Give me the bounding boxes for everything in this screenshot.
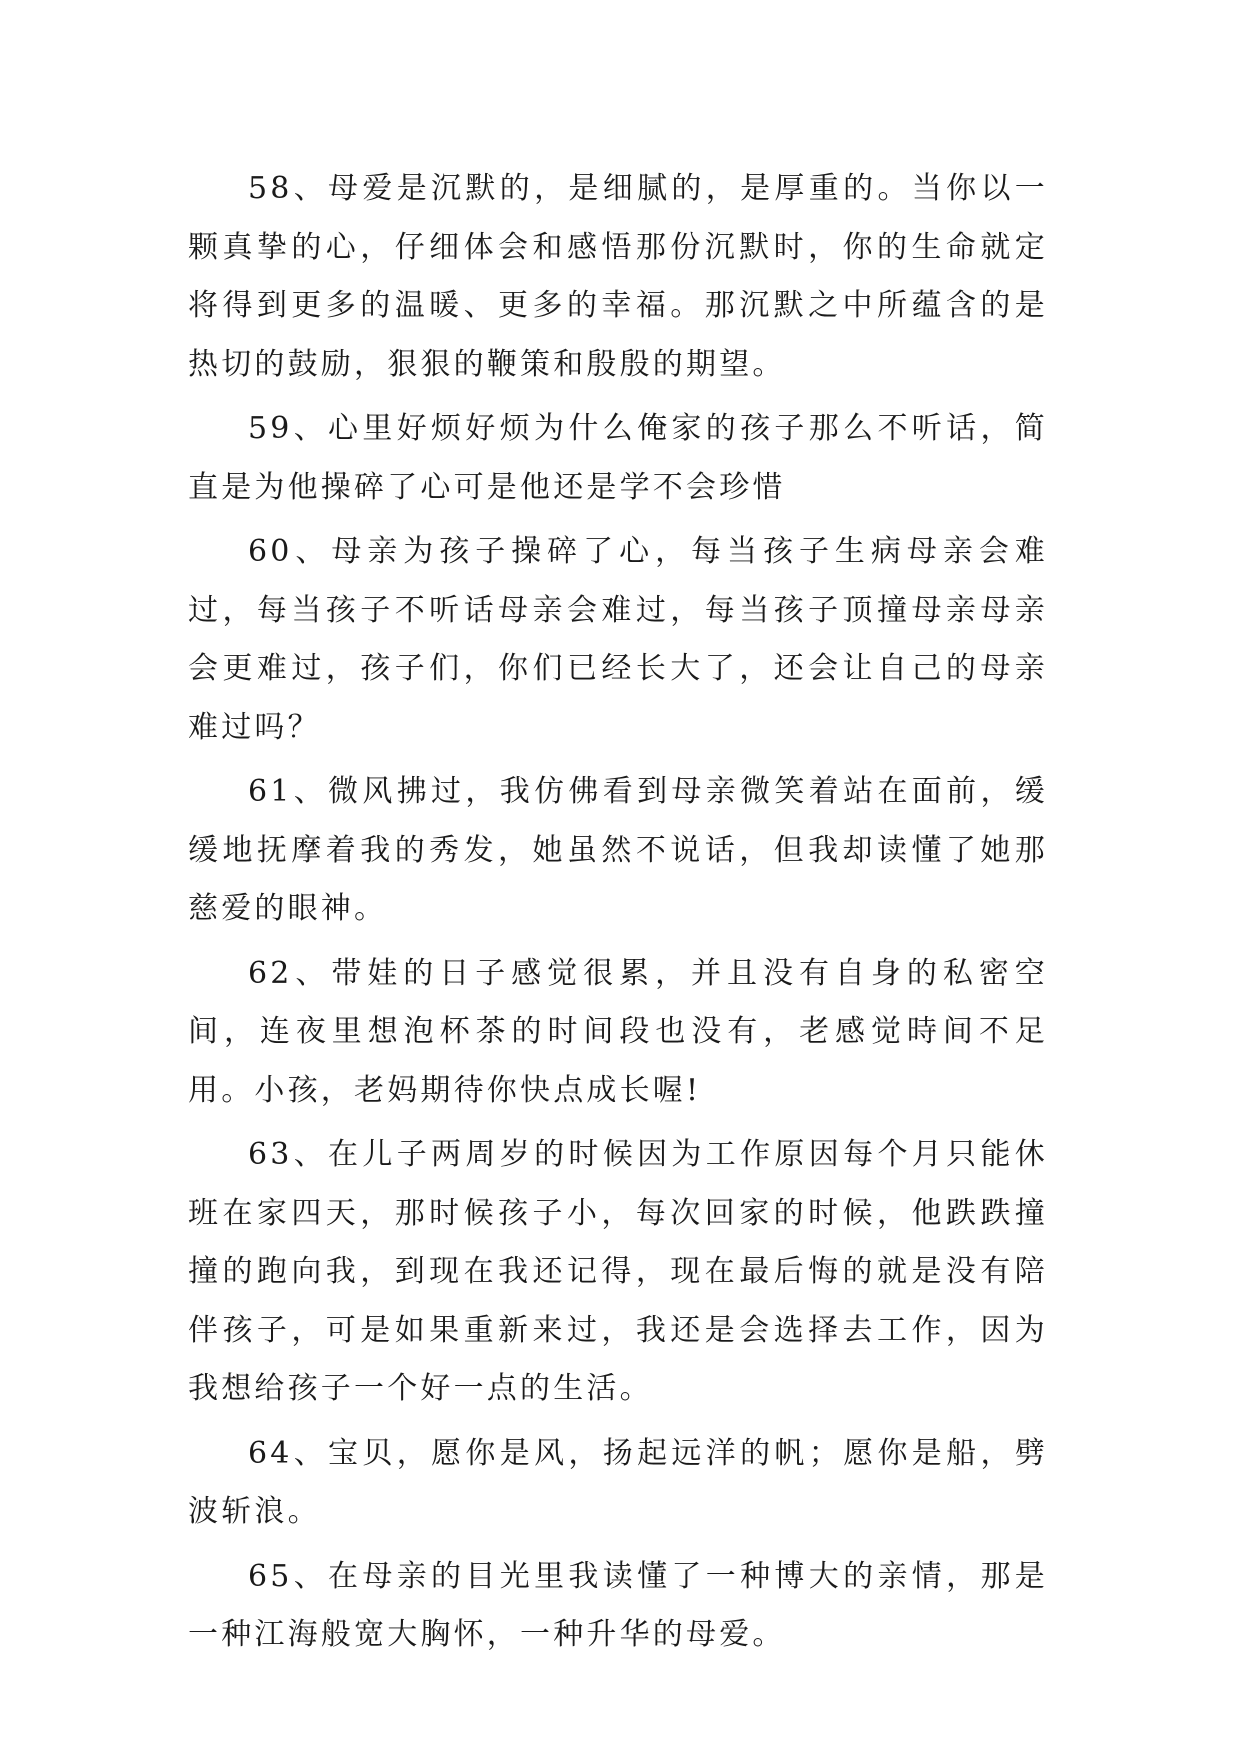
document-page xyxy=(188,160,1048,1665)
paragraph-62: 62、带娃的日子感觉很累，并且没有自身的私密空间，连夜里想泡杯茶的时间段也没有，老感觉時间不足用。小孩，老妈期待你快点成长喔! xyxy=(188,955,1048,1108)
paragraph-63: 63、在儿子两周岁的时候因为工作原因每个月只能休班在家四天，那时候孩子小，每次回家的时候，他跌跌撞撞的跑向我，到现在我还记得，现在最后悔的就是没有陪伴孩子，可是如果重新来过，我还是会选择去工作，因为我想给孩子一个好一点的生活。 xyxy=(188,1137,1048,1406)
paragraph-58: 58、母爱是沉默的，是细腻的，是厚重的。当你以一颗真挚的心，仔细体会和感悟那份沉默时，你的生命就定将得到更多的温暖、更多的幸福。那沉默之中所蕴含的是热切的鼓励，狠狠的鞭策和殷殷的期望。 xyxy=(188,171,1048,382)
paragraph-65: 65、在母亲的目光里我读懂了一种博大的亲情，那是一种江海般宽大胸怀，一种升华的母爱。 xyxy=(188,1558,1048,1652)
paragraph-64: 64、宝贝，愿你是风，扬起远洋的帆；愿你是船，劈波斩浪。 xyxy=(188,1435,1048,1529)
paragraph-59: 59、心里好烦好烦为什么俺家的孩子那么不听话，简直是为他操碎了心可是他还是学不会珍惜 xyxy=(188,411,1048,505)
paragraph-60: 60、母亲为孩子操碎了心，每当孩子生病母亲会难过，每当孩子不听话母亲会难过，每当孩子顶撞母亲母亲会更难过，孩子们，你们已经长大了，还会让自己的母亲难过吗？ xyxy=(188,534,1048,745)
paragraph-61: 61、微风拂过，我仿佛看到母亲微笑着站在面前，缓缓地抚摩着我的秀发，她虽然不说话，但我却读懂了她那慈爱的眼神。 xyxy=(188,774,1048,926)
